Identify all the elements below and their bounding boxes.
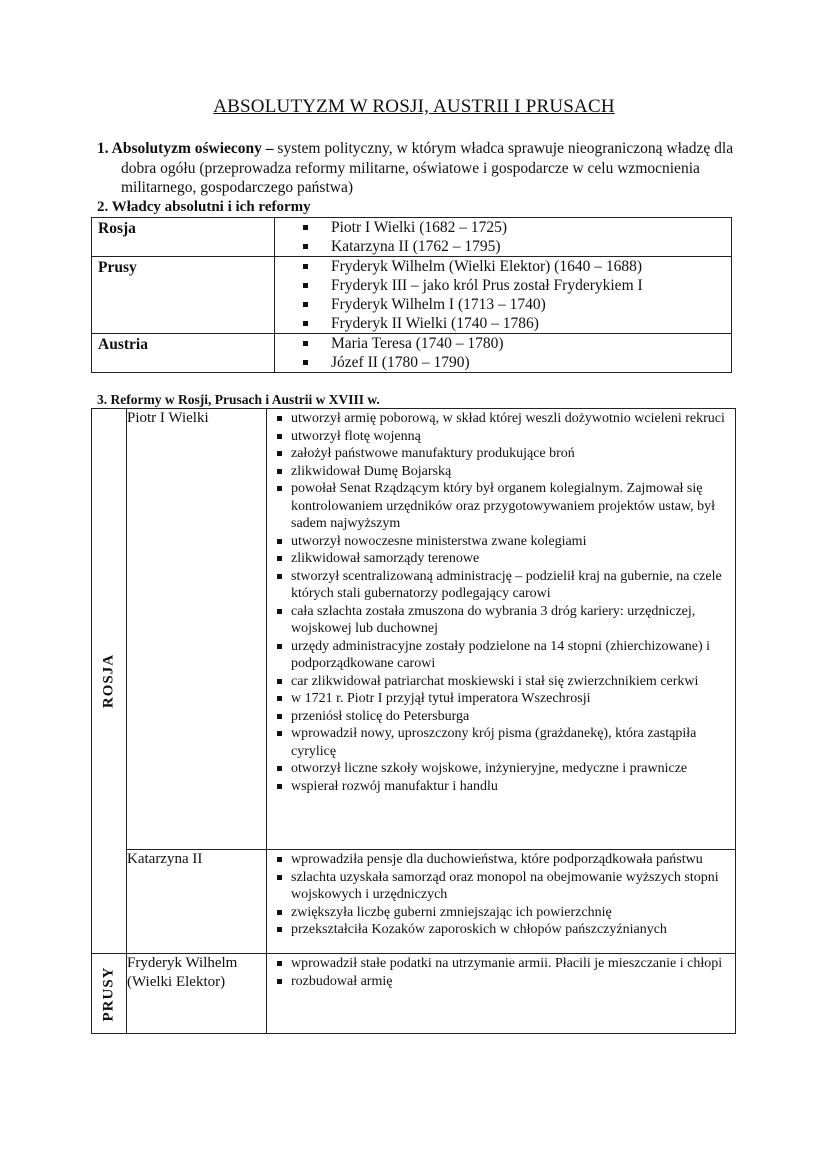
list-item: wprowadził nowy, uproszczony krój pisma (grażdanekę), która zastąpiła cyrylicę bbox=[277, 725, 731, 760]
section-1-term: 1. Absolutyzm oświecony – bbox=[97, 140, 274, 157]
list-item: otworzył liczne szkoły wojskowe, inżynieryjne, medyczne i prawnicze bbox=[277, 760, 731, 778]
reforms-cell bbox=[267, 409, 736, 850]
page-title: ABSOLUTYZM W ROSJI, AUSTRII I PRUSACH bbox=[213, 96, 615, 117]
list-item: utworzył nowoczesne ministerstwa zwane kolegiami bbox=[277, 533, 731, 551]
list-item: cała szlachta została zmuszona do wybrania 3 dróg kariery: urzędniczej, wojskowej lub duchownej bbox=[277, 603, 731, 638]
rulers-table bbox=[91, 217, 732, 373]
list-item: wprowadziła pensje dla duchowieństwa, które podporządkowała państwu bbox=[277, 851, 731, 869]
country-label: ROSJA bbox=[100, 653, 117, 709]
list-item: zwiększyła liczbę guberni zmniejszając ich powierzchnię bbox=[277, 904, 731, 922]
list-item: utworzył armię poborową, w skład której weszli dożywotnio wcieleni rekruci bbox=[277, 410, 731, 428]
list-item: Fryderyk II Wielki (1740 – 1786) bbox=[303, 314, 731, 333]
table-row bbox=[92, 218, 732, 257]
list-item: car zlikwidował patriarchat moskiewski i stał się zwierzchnikiem cerkwi bbox=[277, 673, 731, 691]
list-item: Fryderyk III – jako król Prus został Fryderykiem I bbox=[303, 276, 731, 295]
ruler-cell: Piotr I Wielki bbox=[127, 409, 267, 850]
section-1-definition: system polityczny, w którym władca sprawuje nieograniczoną władzę dla dobra ogółu (przeprowadza reformy militarne, oświatowe i gospodarcze w celu wzmocnienia militarnego, gospodarczego państwa) bbox=[121, 140, 734, 196]
table-row bbox=[92, 257, 732, 334]
list-item: wprowadził stałe podatki na utrzymanie armii. Płacili je mieszczanie i chłopi bbox=[277, 955, 731, 973]
rulers-cell bbox=[275, 257, 732, 334]
table-row bbox=[92, 409, 736, 850]
list-item: utworzył flotę wojenną bbox=[277, 428, 731, 446]
reforms-cell bbox=[267, 954, 736, 1034]
list-item: powołał Senat Rządzącym który był organem kolegialnym. Zajmował się kontrolowaniem urzędników oraz przygotowywaniem projektów ustaw, był sadem najwyższym bbox=[277, 480, 731, 533]
list-item: przeniósł stolicę do Petersburga bbox=[277, 708, 731, 726]
reforms-cell bbox=[267, 850, 736, 954]
country-cell: Austria bbox=[92, 334, 275, 373]
country-label: PRUSY bbox=[100, 965, 117, 1022]
table-row bbox=[92, 954, 736, 1034]
list-item: Fryderyk Wilhelm (Wielki Elektor) (1640 – 1688) bbox=[303, 257, 731, 276]
table-row bbox=[92, 850, 736, 954]
rulers-cell bbox=[275, 218, 732, 257]
ruler-cell: Katarzyna II bbox=[127, 850, 267, 954]
country-cell-rosja bbox=[92, 409, 127, 954]
list-item: wspierał rozwój manufaktur i handlu bbox=[277, 778, 731, 796]
list-item: założył państwowe manufaktury produkujące broń bbox=[277, 445, 731, 463]
country-cell: Prusy bbox=[92, 257, 275, 334]
list-item: urzędy administracyjne zostały podzielone na 14 stopni (zhierchizowane) i podporządkowane carowi bbox=[277, 638, 731, 673]
ruler-cell: Fryderyk Wilhelm (Wielki Elektor) bbox=[127, 954, 267, 1034]
section-1-paragraph bbox=[97, 139, 737, 198]
list-item: Józef II (1780 – 1790) bbox=[303, 353, 731, 372]
section-2-heading: 2. Władcy absolutni i ich reformy bbox=[97, 199, 311, 215]
list-item: w 1721 r. Piotr I przyjął tytuł imperatora Wszechrosji bbox=[277, 690, 731, 708]
list-item: szlachta uzyskała samorząd oraz monopol na obejmowanie wyższych stopni wojskowych i urzędniczych bbox=[277, 869, 731, 904]
country-cell: Rosja bbox=[92, 218, 275, 257]
rulers-cell bbox=[275, 334, 732, 373]
list-item: przekształciła Kozaków zaporoskich w chłopów pańszczyźnianych bbox=[277, 921, 731, 939]
table-row bbox=[92, 334, 732, 373]
list-item: Katarzyna II (1762 – 1795) bbox=[303, 237, 731, 256]
list-item: Maria Teresa (1740 – 1780) bbox=[303, 334, 731, 353]
country-cell-prusy bbox=[92, 954, 127, 1034]
list-item: zlikwidował samorządy terenowe bbox=[277, 550, 731, 568]
list-item: zlikwidował Dumę Bojarską bbox=[277, 463, 731, 481]
list-item: Fryderyk Wilhelm I (1713 – 1740) bbox=[303, 295, 731, 314]
list-item: Piotr I Wielki (1682 – 1725) bbox=[303, 218, 731, 237]
list-item: rozbudował armię bbox=[277, 973, 731, 991]
section-1 bbox=[97, 139, 737, 198]
section-3-heading: 3. Reformy w Rosji, Prusach i Austrii w XVIII w. bbox=[97, 392, 380, 407]
list-item: stworzył scentralizowaną administrację – podzielił kraj na gubernie, na czele których stali gubernatorzy podlegający carowi bbox=[277, 568, 731, 603]
reforms-table bbox=[91, 408, 736, 1034]
